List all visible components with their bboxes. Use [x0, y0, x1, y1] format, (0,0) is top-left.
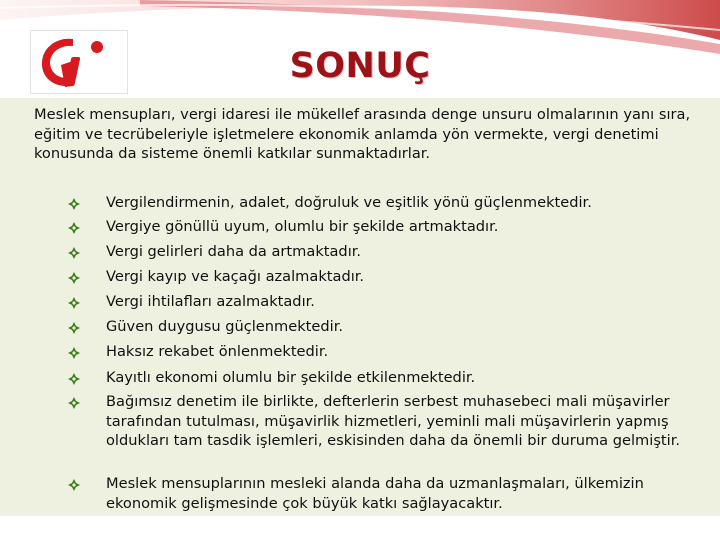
slide-header [0, 0, 720, 98]
list-item-text: Vergi kayıp ve kaçağı azalmaktadır. [106, 268, 365, 285]
diamond-bullet-icon [67, 271, 81, 285]
list-item-text: Kayıtlı ekonomi olumlu bir şekilde etkilenmektedir. [106, 369, 476, 386]
list-item-text: Güven duygusu güçlenmektedir. [106, 318, 343, 335]
intro-paragraph: Meslek mensupları, vergi idaresi ile mükellef arasında denge unsuru olmalarının yanı sıra, eğitim ve tecrübeleriyle işletmelere ekonomik anlamda yön vermekte, vergi denetimi konusunda da sisteme önemli katkılar sunmaktadırlar. [34, 106, 691, 162]
list-item-text: Meslek mensuplarının mesleki alanda daha da uzmanlaşmaları, ülkemizin ekonomik gelişmesinde çok büyük katkı sağlayacaktır. [106, 475, 644, 512]
list-item-text: Vergi gelirleri daha da artmaktadır. [106, 243, 362, 260]
diamond-bullet-icon [67, 296, 81, 310]
list-item-text: Vergilendirmenin, adalet, doğruluk ve eşitlik yönü güçlenmektedir. [106, 194, 592, 211]
diamond-bullet-icon [67, 197, 81, 211]
diamond-bullet-icon [67, 396, 81, 410]
list-item-text: Vergi ihtilafları azalmaktadır. [106, 293, 315, 310]
diamond-bullet-icon [67, 321, 81, 335]
diamond-bullet-icon [67, 372, 81, 386]
diamond-bullet-icon [67, 478, 81, 492]
list-item-text: Haksız rekabet önlenmektedir. [106, 343, 329, 360]
list-item-text: Vergiye gönüllü uyum, olumlu bir şekilde artmaktadır. [106, 218, 499, 235]
diamond-bullet-icon [67, 346, 81, 360]
content-panel [0, 98, 720, 516]
list-item-text: Bağımsız denetim ile birlikte, defterlerin serbest muhasebeci mali müşavirler tarafından tutulması, müşavirlik hizmetleri, yeminli mali müşavirlerin yapmış oldukları tam tasdik işlemleri, eskisinden daha da önemli bir duruma gelmiştir. [106, 393, 681, 449]
diamond-bullet-icon [67, 221, 81, 235]
footer-band [0, 516, 720, 540]
slide-title: SONUÇ [289, 46, 431, 86]
diamond-bullet-icon [67, 246, 81, 260]
